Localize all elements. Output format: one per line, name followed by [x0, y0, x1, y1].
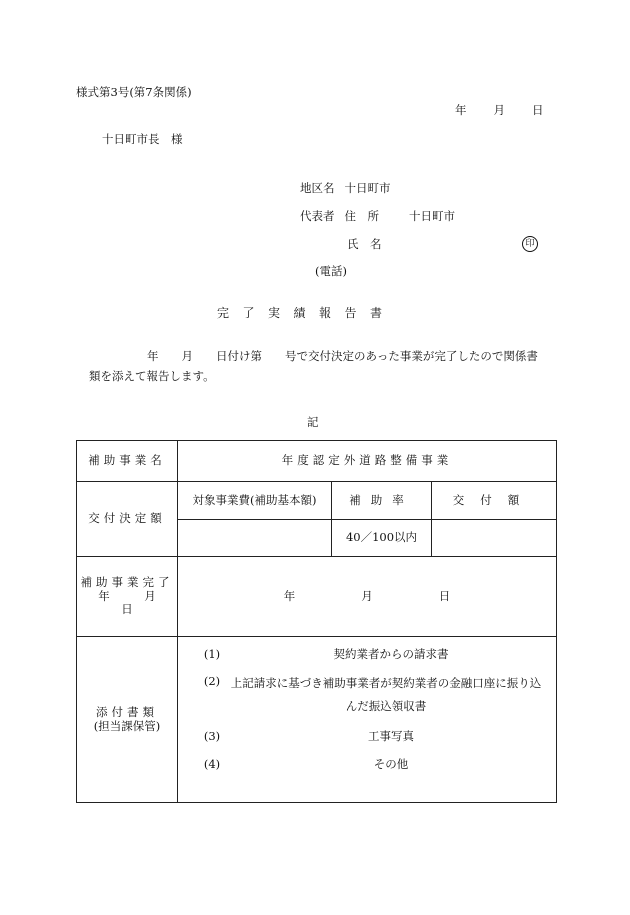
col-rate: 補助率: [332, 482, 432, 520]
list-item-text: 契約業者からの請求書: [333, 647, 449, 661]
completion-month: 月: [361, 588, 373, 603]
addressee: 十日町市長 様: [102, 132, 183, 146]
rate-value: 40／100以内: [332, 520, 432, 557]
date-year: 年: [455, 103, 467, 117]
district-value: 十日町市: [344, 181, 391, 195]
name-label: 氏 名: [347, 237, 382, 251]
date-month: 月: [493, 103, 505, 117]
attachments-label: 添付書類: [96, 704, 158, 719]
completion-label: [77, 557, 191, 637]
completion-day: 日: [438, 588, 451, 603]
representative-address-row: [300, 210, 455, 224]
document-title: 完了実績報告書: [217, 306, 396, 320]
completion-label-line-2: 年 月 日: [98, 588, 191, 617]
ki-heading: 記: [307, 415, 319, 429]
list-item: [198, 672, 556, 718]
phone-label: (電話): [315, 264, 347, 278]
attachments-label-cell: [77, 637, 178, 803]
date-day: 日: [532, 103, 544, 117]
district-label: 地区名: [300, 181, 335, 195]
list-item-text: 上記請求に基づき補助事業者が契約業者の金融口座に振り込んだ振込領収書: [230, 676, 542, 714]
project-name-value: 年度認定外道路整備事業: [178, 441, 557, 482]
form-label: 様式第3号(第7条関係): [76, 85, 192, 99]
completion-label-line-1: 補助事業完了: [80, 574, 174, 589]
report-table: [76, 440, 557, 803]
list-item-text: その他: [373, 756, 409, 771]
grant-decision-label: 交付決定額: [77, 482, 178, 557]
grant-value: [432, 520, 557, 557]
address-label: 住 所: [344, 209, 379, 223]
address-value: 十日町市: [409, 209, 455, 223]
list-item-number: (3): [203, 729, 221, 744]
body-text-line-1: 年 月 日付け第 号で交付決定のあった事業が完了したので関係書: [147, 349, 538, 363]
col-grant: 交付額: [432, 482, 557, 520]
completion-year: 年: [283, 588, 296, 603]
seal-mark: 印: [522, 236, 538, 252]
body-text-line-2: 類を添えて報告します。: [89, 369, 215, 383]
district-row: [300, 182, 391, 196]
representative-label: 代表者: [300, 209, 335, 223]
list-item-number: (1): [203, 647, 221, 661]
attachments-sub: (担当課保管): [93, 718, 161, 733]
list-item-number: (2): [203, 674, 221, 689]
attachments-list: [178, 637, 557, 803]
list-item: [198, 727, 556, 745]
list-item: [198, 755, 556, 773]
list-item: [198, 645, 556, 663]
completion-date: [178, 557, 557, 637]
list-item-number: (4): [203, 756, 221, 771]
col-target-cost: 対象事業費(補助基本額): [178, 482, 332, 520]
project-name-label: 補助事業名: [77, 441, 178, 482]
target-cost-value: [178, 520, 332, 557]
report-date: [455, 104, 544, 118]
list-item-text: 工事写真: [368, 729, 414, 744]
